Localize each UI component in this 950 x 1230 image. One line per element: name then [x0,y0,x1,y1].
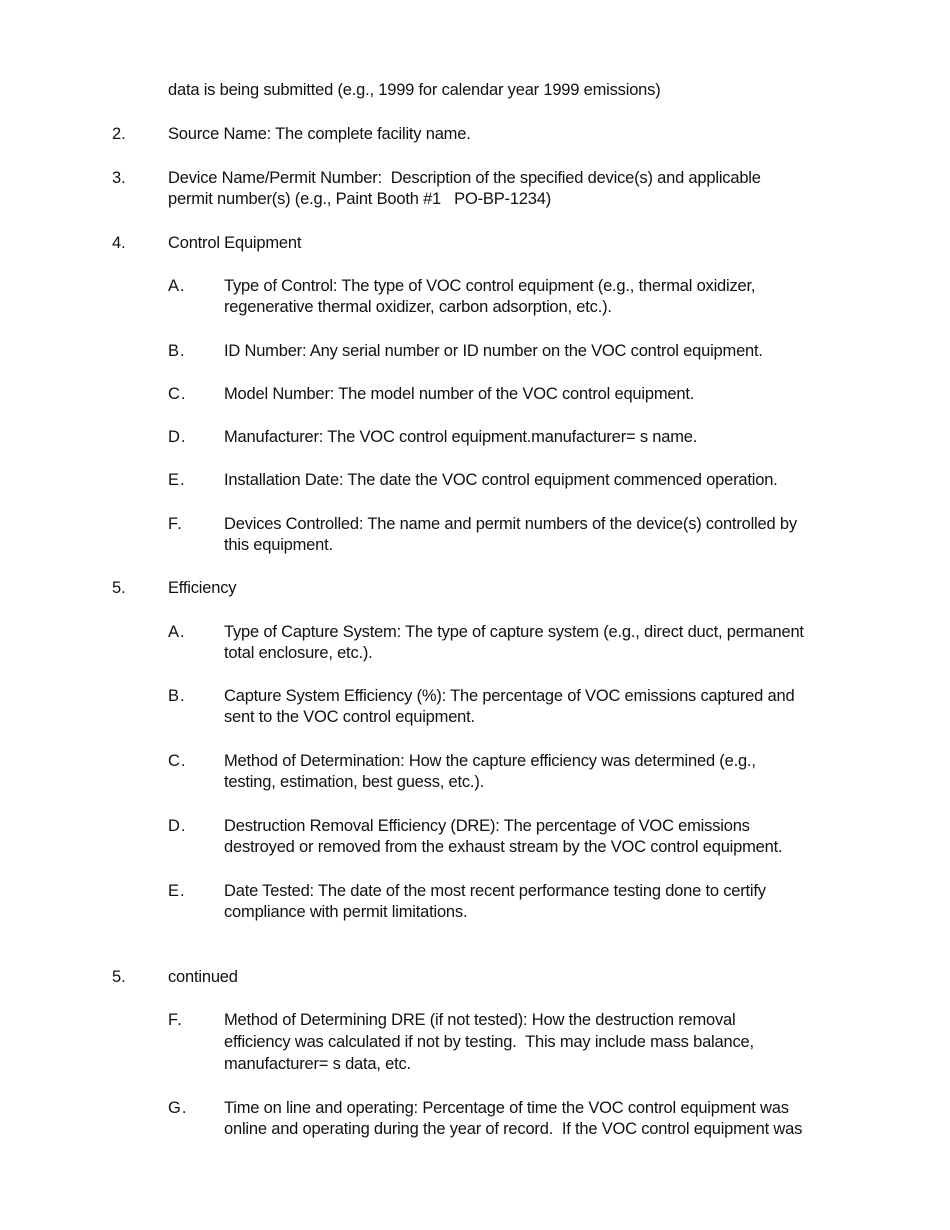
subitem-letter: B. [168,342,186,360]
subitem-text: online and operating during the year of record. If the VOC control equipment was [224,1120,803,1138]
subitem-letter: A. [168,623,186,641]
subitem-text: Type of Capture System: The type of capture system (e.g., direct duct, permanent [224,623,804,641]
subitem-text: Method of Determining DRE (if not tested): How the destruction removal [224,1011,736,1029]
subitem-letter: E. [168,882,186,900]
subitem-letter: C. [168,752,187,770]
section-heading: Efficiency [168,579,237,597]
subitem-text: Model Number: The model number of the VOC control equipment. [224,385,695,403]
subitem-text: compliance with permit limitations. [224,903,468,921]
subitem-letter: F. [168,1011,183,1029]
subitem-text: Installation Date: The date the VOC control equipment commenced operation. [224,471,778,489]
subitem-letter: D. [168,428,187,446]
subitem-letter: D. [168,817,187,835]
section-heading: continued [168,968,238,986]
subitem-letter: G. [168,1099,188,1117]
item-text: permit number(s) (e.g., Paint Booth #1 PO-BP-1234) [168,190,552,208]
subitem-text: Manufacturer: The VOC control equipment.manufacturer= s name. [224,428,698,446]
subitem-text: destroyed or removed from the exhaust stream by the VOC control equipment. [224,838,783,856]
subitem-text: Type of Control: The type of VOC control equipment (e.g., thermal oxidizer, [224,277,756,295]
item-number: 5. [112,579,126,597]
subitem-text: this equipment. [224,536,333,554]
subitem-text: Time on line and operating: Percentage of time the VOC control equipment was [224,1099,789,1117]
subitem-text: Destruction Removal Efficiency (DRE): The percentage of VOC emissions [224,817,750,835]
subitem-letter: E. [168,471,186,489]
item-number: 3. [112,169,126,187]
subitem-text: testing, estimation, best guess, etc.). [224,773,484,791]
subitem-letter: C. [168,385,187,403]
subitem-text: efficiency was calculated if not by testing. This may include mass balance, [224,1033,754,1051]
subitem-text: Devices Controlled: The name and permit numbers of the device(s) controlled by [224,515,797,533]
item-number: 4. [112,234,126,252]
subitem-letter: B. [168,687,186,705]
item-text: Source Name: The complete facility name. [168,125,471,143]
section-heading: Control Equipment [168,234,302,252]
item-number: 5. [112,968,126,986]
intro-continued-text: data is being submitted (e.g., 1999 for calendar year 1999 emissions) [168,81,661,99]
subitem-text: Capture System Efficiency (%): The percentage of VOC emissions captured and [224,687,795,705]
subitem-letter: A. [168,277,186,295]
subitem-text: total enclosure, etc.). [224,644,373,662]
subitem-text: Method of Determination: How the capture efficiency was determined (e.g., [224,752,756,770]
subitem-text: ID Number: Any serial number or ID number on the VOC control equipment. [224,342,763,360]
item-text: Device Name/Permit Number: Description of the specified device(s) and applicable [168,169,761,187]
item-number: 2. [112,125,126,143]
subitem-letter: F. [168,515,183,533]
subitem-text: regenerative thermal oxidizer, carbon adsorption, etc.). [224,298,612,316]
subitem-text: sent to the VOC control equipment. [224,708,475,726]
subitem-text: Date Tested: The date of the most recent performance testing done to certify [224,882,766,900]
subitem-text: manufacturer= s data, etc. [224,1055,411,1073]
